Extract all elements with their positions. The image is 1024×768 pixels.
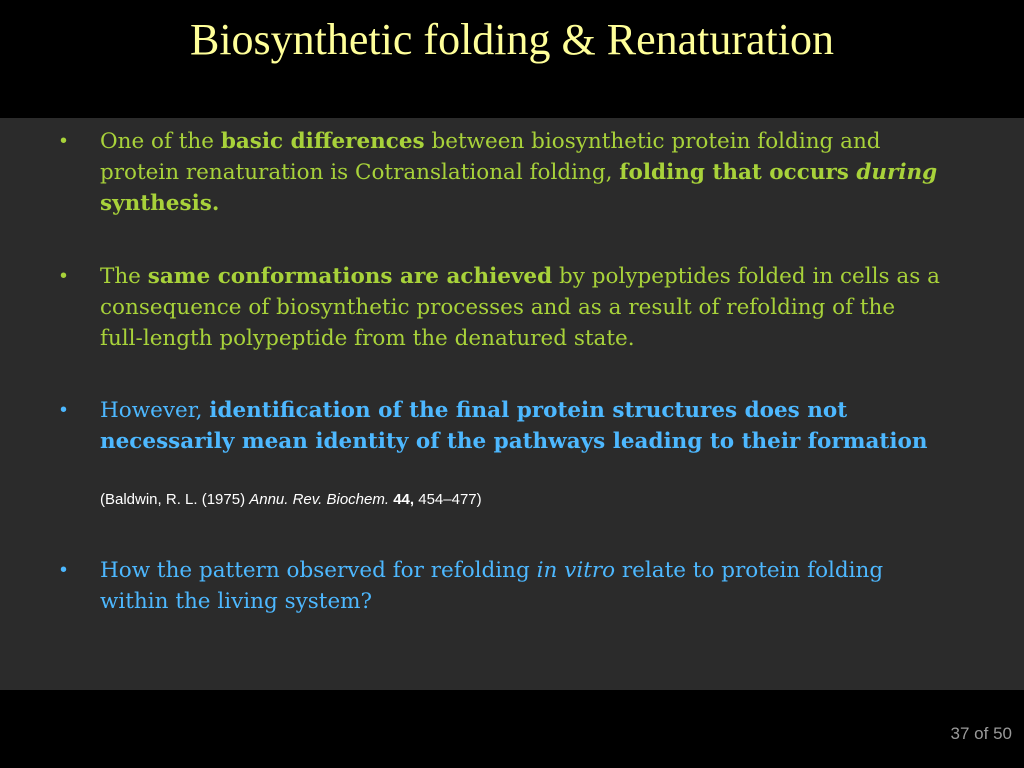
bullet-item-same-conformations — [60, 261, 940, 354]
bullet-text-part: One of the — [100, 129, 221, 154]
citation — [100, 490, 482, 510]
bullet-item-in-vitro-question — [60, 555, 940, 617]
bullet-text — [100, 126, 940, 219]
bullet-icon: • — [60, 399, 68, 421]
citation-volume: 44, — [389, 491, 415, 508]
content-area — [0, 118, 1024, 690]
page-number: 37 of 50 — [950, 724, 1012, 743]
bullet-icon: • — [60, 559, 68, 581]
bullet-text-bold: synthesis. — [100, 191, 220, 216]
bullet-item-cotranslational — [60, 126, 940, 219]
citation-authors: (Baldwin, R. L. (1975) — [100, 491, 250, 508]
bullet-text-bold: basic differences — [220, 129, 425, 154]
slide-title: Biosynthetic folding & Renaturation — [189, 15, 834, 64]
bullet-icon: • — [60, 265, 68, 287]
citation-journal: Annu. Rev. Biochem. — [249, 491, 390, 508]
bullet-text-part: between biosynthetic protein folding and protein renaturation is Cotranslational folding, — [100, 129, 881, 185]
citation-pages: 454–477) — [414, 491, 482, 508]
bullet-text — [100, 555, 940, 617]
bullet-text-part: However, — [100, 398, 210, 423]
bullet-text-italic: in vitro — [536, 558, 616, 583]
bullet-text-part: The — [100, 264, 148, 289]
bullet-icon: • — [60, 130, 68, 152]
title-bar — [0, 0, 1024, 118]
bullet-text-bold-italic: during — [856, 160, 938, 185]
bullet-text-bold: same conformations are achieved — [147, 264, 553, 289]
bullet-text — [100, 261, 940, 354]
bullet-text — [100, 395, 940, 457]
bullet-text-part: relate to protein folding within the living system? — [100, 558, 884, 614]
bullet-text-part: by polypeptides folded in cells as a consequence of biosynthetic processes and as a result of refolding of the full-length polypeptide from the denatured state. — [100, 264, 940, 351]
bullet-text-part: How the pattern observed for refolding — [100, 558, 537, 583]
bullet-text-bold: folding that occurs — [619, 160, 857, 185]
bullet-item-pathways — [60, 395, 940, 457]
bullet-text-bold: identification of the final protein structures does not necessarily mean identity of the pathways leading to their formation — [100, 398, 928, 454]
